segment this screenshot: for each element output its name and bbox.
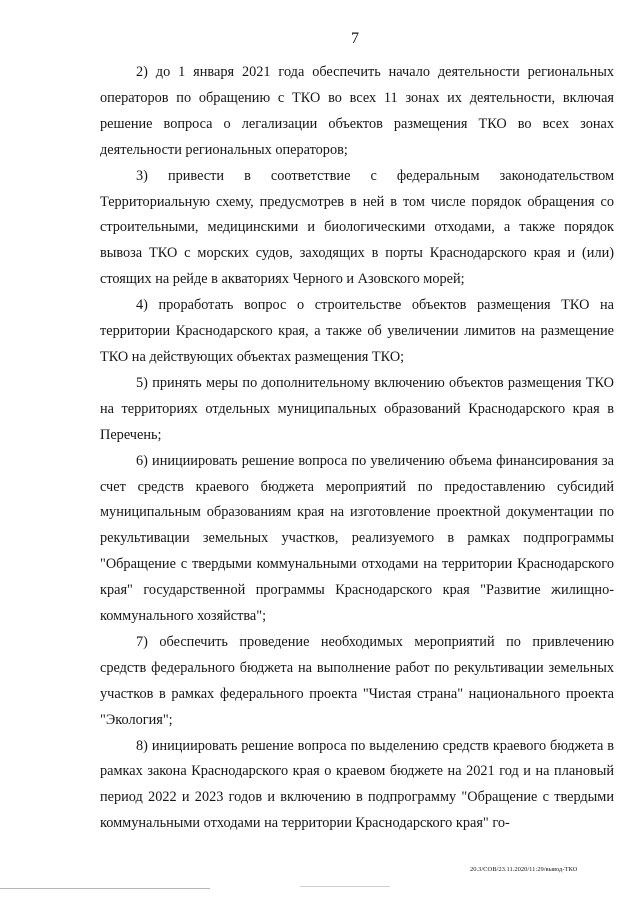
paragraph-item-2: 2) до 1 января 2021 года обеспечить начало деятельности региональных операторов по обращению с ТКО во всех 11 зонах их деятельности, включая решение вопроса о легализации объектов размещения ТКО во всех зонах деятельности региональных операторов; bbox=[100, 64, 614, 158]
paragraph-item-5: 5) принять меры по дополнительному включению объектов размещения ТКО на территориях отдельных муниципальных образований Краснодарского края в Перечень; bbox=[100, 374, 614, 443]
scan-artifact-line-secondary bbox=[300, 886, 390, 887]
paragraph-item-4: 4) проработать вопрос о строительстве объектов размещения ТКО на территории Краснодарского края, а также об увеличении лимитов на размещение ТКО на действующих объектах размещения ТКО; bbox=[100, 297, 614, 365]
paragraph-item-8: 8) инициировать решение вопроса по выделению средств краевого бюджета в рамках закона Краснодарского края о краевом бюджете на 2021 год и на плановый период 2022 и 2023 годов и включению в подпрограмму "Обращение с твердыми коммунальными отходами на территории Краснодарского края" го- bbox=[100, 737, 614, 832]
scan-artifact-line bbox=[0, 888, 210, 889]
paragraph-item-7: 7) обеспечить проведение необходимых мероприятий по привлечению средств федерального бюджета на выполнение работ по рекультивации земельных участков в рамках федерального проекта "Чистая страна" национального проекта "Экология"; bbox=[100, 633, 614, 728]
paragraph-item-6: 6) инициировать решение вопроса по увеличению объема финансирования за счет средств краевого бюджета мероприятий по предоставлению субсидий муниципальным образованиям края на изготовление проектной документации по рекультивации земельных участков, реализуемого в рамках подпрограммы "Обращение с твердыми коммунальными отходами на территории Краснодарского края" государственной программы Краснодарского края "Развитие жилищно-коммунального хозяйства"; bbox=[100, 452, 614, 625]
document-body bbox=[100, 60, 614, 837]
paragraph-item-3: 3) привести в соответствие с федеральным законодательством Территориальную схему, предусмотрев в ней в том числе порядок обращения со строительными, медицинскими и биологическими отходами, а также порядок вывоза ТКО с морских судов, заходящих в порты Краснодарского края и (или) стоящих на рейде в акваториях Черного и Азовского морей; bbox=[100, 167, 614, 288]
document-footer-code: 20.3/СОВ/23.11.2020/11:29/вывод-ТКО bbox=[470, 866, 578, 873]
page-number: 7 bbox=[351, 30, 359, 47]
